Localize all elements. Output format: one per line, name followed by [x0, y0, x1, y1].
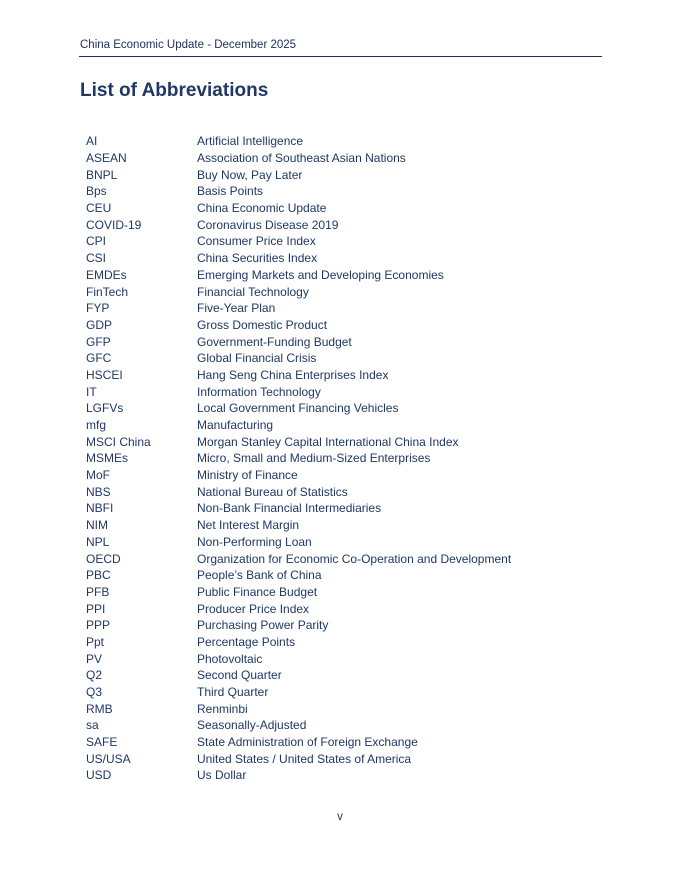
abbreviation-term: CEU	[86, 201, 112, 216]
abbreviation-definition: Public Finance Budget	[197, 584, 318, 599]
abbreviation-row	[86, 750, 511, 767]
abbreviation-term: Bps	[86, 184, 107, 199]
page-number: v	[337, 811, 343, 823]
abbreviation-definition: Producer Price Index	[197, 601, 310, 616]
abbreviation-definition: China Economic Update	[197, 201, 327, 216]
abbreviation-definition: Basis Points	[197, 184, 264, 199]
abbreviation-row	[86, 350, 511, 367]
abbreviation-term: NBS	[86, 484, 111, 499]
abbreviation-row	[86, 383, 511, 400]
abbreviation-definition: Purchasing Power Parity	[197, 618, 329, 633]
abbreviation-row	[86, 417, 511, 434]
abbreviation-definition: Global Financial Crisis	[197, 351, 317, 366]
abbreviation-term: RMB	[86, 701, 113, 716]
abbreviation-term: FinTech	[86, 284, 129, 299]
abbreviation-term: LGFVs	[86, 401, 124, 416]
abbreviation-row	[86, 133, 511, 150]
abbreviation-term: PFB	[86, 584, 110, 599]
abbreviation-row	[86, 216, 511, 233]
abbreviation-term: FYP	[86, 301, 110, 316]
abbreviation-definition: Percentage Points	[197, 634, 296, 649]
abbreviation-definition: Artificial Intelligence	[197, 134, 304, 149]
abbreviation-definition: National Bureau of Statistics	[197, 484, 348, 499]
abbreviation-row	[86, 483, 511, 500]
abbreviation-term: GFP	[86, 334, 111, 349]
page-title: List of Abbreviations	[80, 80, 269, 101]
abbreviation-row	[86, 534, 511, 551]
abbreviation-definition: Morgan Stanley Capital International China Index	[197, 434, 459, 449]
abbreviation-row	[86, 717, 511, 734]
abbreviation-term: AI	[86, 134, 98, 149]
abbreviation-term: NBFI	[86, 501, 114, 516]
abbreviation-term: COVID-19	[86, 217, 142, 232]
abbreviation-row	[86, 517, 511, 534]
abbreviation-row	[86, 433, 511, 450]
abbreviation-row	[86, 400, 511, 417]
abbreviation-definition: Ministry of Finance	[197, 468, 298, 483]
abbreviation-row	[86, 283, 511, 300]
abbreviation-definition: Emerging Markets and Developing Economies	[197, 267, 444, 282]
abbreviation-definition: Net Interest Margin	[197, 518, 300, 533]
abbreviation-term: PPP	[86, 618, 111, 633]
abbreviation-definition: Five-Year Plan	[197, 301, 276, 316]
running-header: China Economic Update - December 2025	[80, 39, 297, 51]
abbreviation-row	[86, 650, 511, 667]
abbreviation-term: MoF	[86, 468, 110, 483]
abbreviation-term: CPI	[86, 234, 107, 249]
abbreviation-row	[86, 684, 511, 701]
abbreviation-definition: Buy Now, Pay Later	[197, 167, 303, 182]
abbreviation-definition: Renminbi	[197, 701, 248, 716]
abbreviation-term: PBC	[86, 568, 111, 583]
abbreviation-row	[86, 367, 511, 384]
abbreviation-row	[86, 317, 511, 334]
abbreviation-row	[86, 734, 511, 751]
abbreviation-term: MSCI China	[86, 434, 151, 449]
abbreviation-row	[86, 200, 511, 217]
abbreviation-term: SAFE	[86, 735, 118, 750]
abbreviation-term: GDP	[86, 317, 113, 332]
abbreviation-row	[86, 617, 511, 634]
abbreviation-definition: Manufacturing	[197, 418, 274, 433]
abbreviation-row	[86, 300, 511, 317]
abbreviation-definition: Coronavirus Disease 2019	[197, 217, 339, 232]
abbreviation-row	[86, 333, 511, 350]
abbreviation-definition: Seasonally-Adjusted	[197, 718, 307, 733]
abbreviation-definition: People’s Bank of China	[197, 568, 322, 583]
abbreviation-row	[86, 150, 511, 167]
abbreviation-term: PPI	[86, 601, 106, 616]
abbreviation-term: ASEAN	[86, 151, 127, 166]
abbreviation-row	[86, 183, 511, 200]
abbreviation-term: IT	[86, 384, 97, 399]
abbreviation-term: mfg	[86, 418, 107, 433]
abbreviation-definition: Non-Bank Financial Intermediaries	[197, 501, 382, 516]
abbreviation-term: Q3	[86, 685, 103, 700]
abbreviation-definition: State Administration of Foreign Exchange	[197, 735, 418, 750]
abbreviation-term: EMDEs	[86, 267, 127, 282]
abbreviation-definition: Second Quarter	[197, 668, 282, 683]
abbreviation-row	[86, 450, 511, 467]
abbreviation-definition: Micro, Small and Medium-Sized Enterprises	[197, 451, 431, 466]
abbreviation-row	[86, 250, 511, 267]
abbreviation-term: PV	[86, 651, 103, 666]
abbreviation-term: US/USA	[86, 751, 131, 766]
abbreviation-definition: Organization for Economic Co-Operation and Development	[197, 551, 512, 566]
abbreviation-term: MSMEs	[86, 451, 128, 466]
abbreviation-row	[86, 233, 511, 250]
abbreviation-definition: Association of Southeast Asian Nations	[197, 151, 406, 166]
abbreviation-row	[86, 500, 511, 517]
abbreviation-term: GFC	[86, 351, 112, 366]
abbreviation-term: Q2	[86, 668, 103, 683]
abbreviation-definition: Third Quarter	[197, 685, 269, 700]
abbreviation-definition: Non-Performing Loan	[197, 534, 312, 549]
abbreviation-term: Ppt	[86, 634, 105, 649]
abbreviation-row	[86, 634, 511, 651]
abbreviation-definition: United States / United States of America	[197, 751, 412, 766]
abbreviation-definition: Government-Funding Budget	[197, 334, 352, 349]
abbreviation-term: OECD	[86, 551, 121, 566]
abbreviation-row	[86, 267, 511, 284]
abbreviation-term: sa	[86, 718, 99, 733]
abbreviation-row	[86, 166, 511, 183]
abbreviation-definition: Local Government Financing Vehicles	[197, 401, 399, 416]
abbreviation-definition: Information Technology	[197, 384, 321, 399]
abbreviation-row	[86, 767, 511, 784]
abbreviation-row	[86, 467, 511, 484]
abbreviation-row	[86, 667, 511, 684]
abbreviation-definition: Consumer Price Index	[197, 234, 316, 249]
header-divider	[79, 56, 602, 57]
abbreviation-term: NIM	[86, 518, 108, 533]
abbreviation-term: HSCEI	[86, 367, 123, 382]
abbreviation-term: NPL	[86, 534, 110, 549]
abbreviation-definition: Hang Seng China Enterprises Index	[197, 367, 389, 382]
abbreviation-term: BNPL	[86, 167, 118, 182]
abbreviation-row	[86, 584, 511, 601]
abbreviation-term: CSI	[86, 251, 107, 266]
abbreviation-definition: Financial Technology	[197, 284, 309, 299]
abbreviation-row	[86, 550, 511, 567]
abbreviation-list	[86, 133, 511, 784]
abbreviation-definition: China Securities Index	[197, 251, 318, 266]
abbreviation-row	[86, 567, 511, 584]
abbreviation-definition: Photovoltaic	[197, 651, 263, 666]
abbreviation-definition: Us Dollar	[197, 768, 247, 783]
abbreviation-row	[86, 600, 511, 617]
abbreviation-term: USD	[86, 768, 112, 783]
abbreviation-definition: Gross Domestic Product	[197, 317, 328, 332]
abbreviation-row	[86, 700, 511, 717]
